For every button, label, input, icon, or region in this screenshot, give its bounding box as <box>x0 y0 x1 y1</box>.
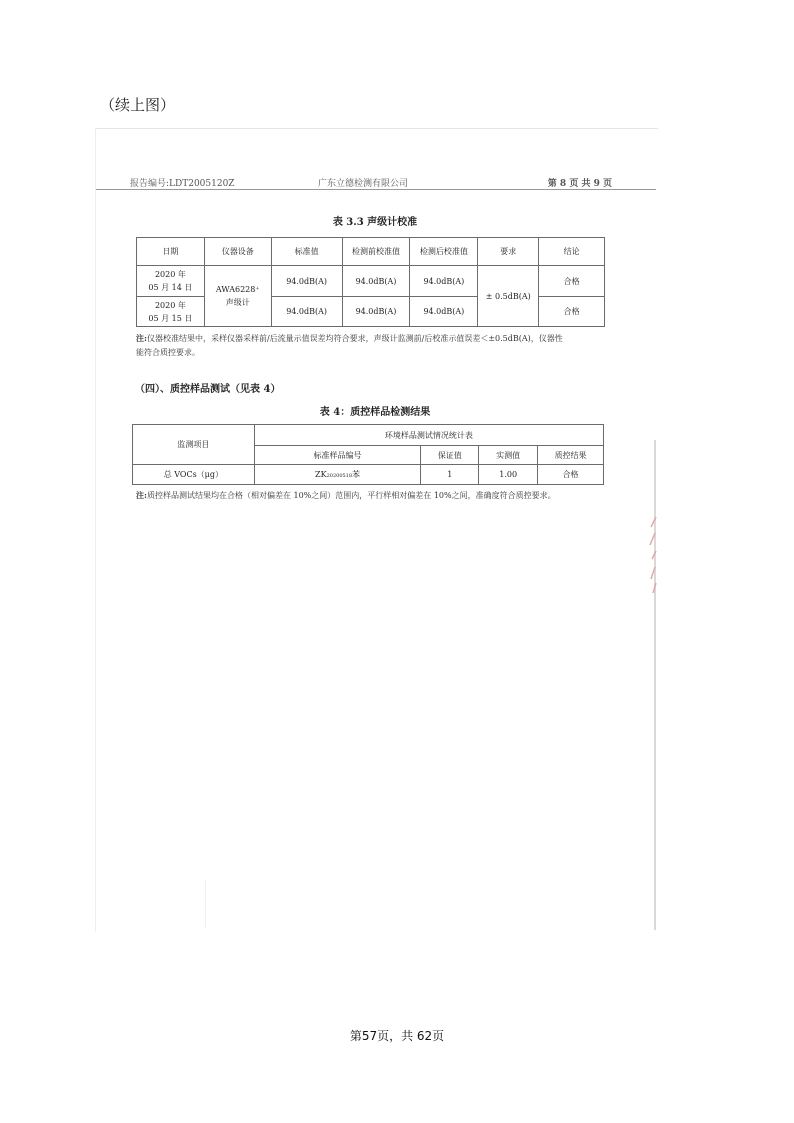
table4-note <box>136 488 611 503</box>
table4-caption: 表 4：质控样品检测结果 <box>319 407 431 418</box>
guaranteed-cell: 1 <box>421 465 479 485</box>
device-cell: AWA6228⁺ 声级计 <box>204 266 271 327</box>
standard-cell: 94.0dB(A) <box>271 297 342 327</box>
red-stamp-icon <box>648 515 658 595</box>
date-cell: 2020 年 05 月 15 日 <box>137 297 205 327</box>
header-requirement: 要求 <box>478 238 539 266</box>
sample-suffix: 苯 <box>352 470 361 479</box>
header-standard: 标准值 <box>271 238 342 266</box>
measured-cell: 1.00 <box>479 465 538 485</box>
result-cell: 合格 <box>539 266 605 297</box>
date-cell: 2020 年 05 月 14 日 <box>137 266 205 297</box>
header-sample-no: 标准样品编号 <box>254 446 421 465</box>
page-info: 第 8 页 共 9 页 <box>547 179 612 189</box>
header-rule <box>96 189 656 190</box>
qc-table <box>132 424 604 485</box>
report-number: 报告编号:LDT2005120Z <box>130 179 235 189</box>
page-footer: 第57页，共 62页 <box>349 1029 445 1043</box>
note-label: 注: <box>136 333 147 343</box>
top-caption: （续上图） <box>100 96 176 114</box>
note-text: 质控样品测试结果均在合格（相对偏差在 10%之间）范围内，平行样相对偏差在 10%之间，准确度符合质控要求。 <box>146 491 556 500</box>
standard-cell: 94.0dB(A) <box>271 266 342 297</box>
result-cell: 合格 <box>539 297 605 327</box>
header-after: 检测后校准值 <box>410 238 478 266</box>
header-group: 环境样品测试情况统计表 <box>254 425 603 446</box>
header-measured: 实测值 <box>479 446 538 465</box>
item-cell: 总 VOCs（μg） <box>133 465 255 485</box>
header-guaranteed: 保证值 <box>421 446 479 465</box>
note-label: 注: <box>136 490 147 500</box>
table33-caption: 表 3.3 声级计校准 <box>332 217 418 228</box>
scan-right-edge <box>654 440 656 930</box>
before-cell: 94.0dB(A) <box>342 297 410 327</box>
report-header <box>130 176 612 188</box>
header-qc-result: 质控结果 <box>538 446 604 465</box>
after-cell: 94.0dB(A) <box>410 297 478 327</box>
header-conclusion: 结论 <box>539 238 605 266</box>
sample-no-cell <box>254 465 421 485</box>
header-device: 仪器设备 <box>204 238 271 266</box>
header-before: 检测前校准值 <box>342 238 410 266</box>
table33-note <box>136 331 566 360</box>
sample-subscript: 20200518 <box>326 473 353 479</box>
after-cell: 94.0dB(A) <box>410 266 478 297</box>
qc-result-cell: 合格 <box>538 465 604 485</box>
scan-mark <box>205 880 206 928</box>
before-cell: 94.0dB(A) <box>342 266 410 297</box>
header-item: 监测项目 <box>133 425 255 465</box>
sample-prefix: ZK <box>315 470 327 479</box>
note-text: 仪器校准结果中，采样仪器采样前/后流量示值误差均符合要求，声级计监测前/后校准示值误差＜±0.5dB(A)，仪器性能符合质控要求。 <box>136 334 563 357</box>
requirement-cell: ± 0.5dB(A) <box>478 266 539 327</box>
header-date: 日期 <box>137 238 205 266</box>
calibration-table <box>136 237 605 327</box>
section4-title: （四）、质控样品测试（见表 4） <box>135 384 281 395</box>
company-name: 广东立德检测有限公司 <box>318 179 409 189</box>
